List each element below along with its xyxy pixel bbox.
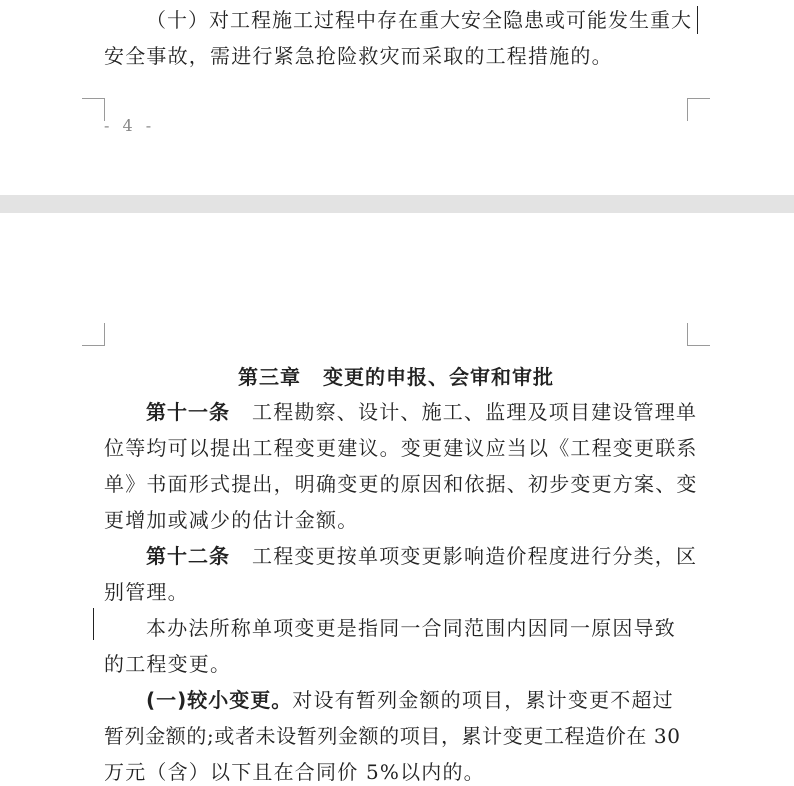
document-page-4 [0, 0, 794, 195]
text-line: 位等均可以提出工程变更建议。变更建议应当以《工程变更联系 [104, 436, 698, 460]
page-number: - 4 - [104, 116, 156, 135]
item-1-text: 对设有暂列金额的项目，累计变更不超过 [292, 688, 674, 712]
crop-mark-bottom-right [687, 98, 710, 121]
article-12-text: 工程变更按单项变更影响造价程度进行分类，区 [252, 544, 698, 568]
text-line: 单》书面形式提出，明确变更的原因和依据、初步变更方案、变 [104, 472, 698, 496]
chapter-number: 第三章 [238, 365, 301, 389]
text-line: 别管理。 [104, 580, 189, 604]
text-caret [93, 608, 94, 640]
article-12-line [146, 542, 698, 570]
crop-mark-top-right [687, 323, 710, 346]
text-line: 本办法所称单项变更是指同一合同范围内因同一原因导致 [146, 616, 676, 640]
crop-mark-top-left [82, 323, 105, 346]
text-caret [697, 6, 698, 34]
article-11-heading: 第十一条 [146, 400, 230, 424]
article-11-text: 工程勘察、设计、施工、监理及项目建设管理单 [252, 400, 698, 424]
text-line: 的工程变更。 [104, 652, 232, 676]
text-line: （十）对工程施工过程中存在重大安全隐患或可能发生重大 [146, 8, 692, 32]
text-line: 安全事故，需进行紧急抢险救灾而采取的工程措施的。 [104, 44, 613, 68]
item-1-line [146, 686, 688, 714]
item-1-heading: (一)较小变更。 [146, 688, 293, 712]
crop-mark-bottom-left [82, 98, 105, 121]
text-line: 更增加或减少的估计金额。 [104, 508, 359, 532]
article-11-line [146, 398, 698, 426]
text-line: 万元（含）以下且在合同价 5%以内的。 [104, 760, 485, 784]
chapter-heading [104, 363, 688, 391]
chapter-title: 变更的申报、会审和审批 [323, 365, 554, 389]
page-separator [0, 195, 794, 213]
text-line: 暂列金额的;或者未设暂列金额的项目，累计变更工程造价在 30 [104, 724, 681, 748]
article-12-heading: 第十二条 [146, 544, 230, 568]
